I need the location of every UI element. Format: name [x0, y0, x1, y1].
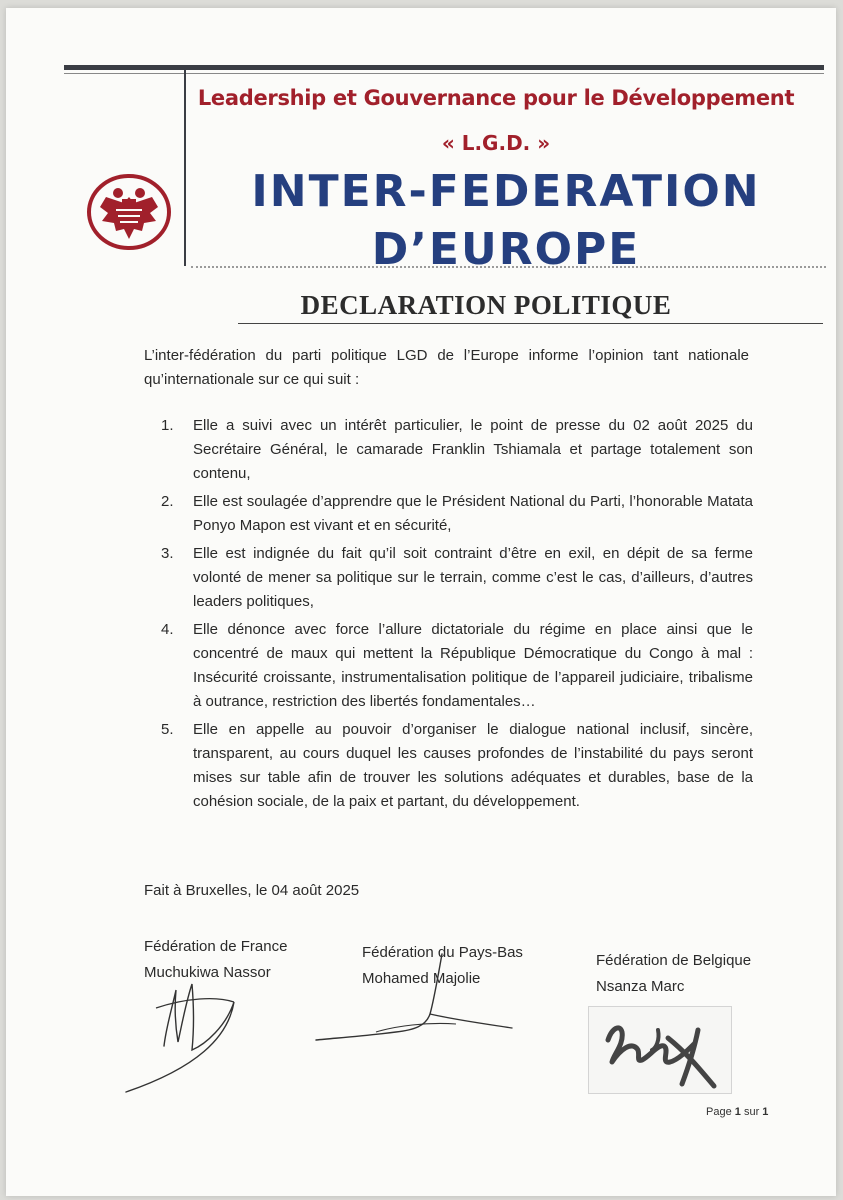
org-title — [196, 163, 816, 279]
list-item-number: 4. — [161, 621, 174, 638]
page-number-prefix: Page — [706, 1106, 732, 1118]
header-vertical-rule — [184, 70, 186, 266]
page-number-current: 1 — [734, 1106, 741, 1118]
signatory-name: Mohamed Majolie — [362, 970, 481, 987]
party-abbreviation: « L.G.D. » — [441, 131, 551, 155]
document-page — [6, 8, 836, 1196]
org-title-line1: INTER-FEDERATION — [251, 166, 761, 217]
org-title-line2: D’EUROPE — [371, 224, 641, 275]
signatory-federation: Fédération de France — [144, 938, 288, 955]
signatory-belgium — [596, 948, 751, 1000]
intro-paragraph: L’inter-fédération du parti politique LGD de l’Europe informe l’opinion tant nationale qu’internationale sur ce qui suit : — [144, 347, 749, 388]
list-item-number: 5. — [161, 721, 174, 738]
party-name: Leadership et Gouvernance pour le Développement — [197, 86, 795, 110]
list-item-text: Elle en appelle au pouvoir d’organiser le dialogue national inclusif, sincère, transparent, au cours duquel les causes profondes de l’instabilité du pays seront mises sur table afin de trouver les solutions adéquates et durables, base de la cohésion sociale, de la paix et partant, du développement. — [193, 721, 753, 810]
header-top-rule — [64, 65, 824, 70]
list-item-number: 2. — [161, 493, 174, 510]
declaration-title-underline — [238, 323, 823, 324]
list-item — [161, 414, 753, 486]
declaration-title: DECLARATION POLITIQUE — [300, 290, 672, 320]
points-list — [161, 414, 753, 818]
list-item-text: Elle dénonce avec force l’allure dictatoriale du régime en place ainsi que le concentré de maux qui mettent la République Démocratique du Congo à mal : Insécurité croissante, instrumentalisation politique de l’appareil judiciaire, tribalisme à outrance, restriction des libertés fondamentales… — [193, 621, 753, 710]
list-item-number: 1. — [161, 417, 174, 434]
list-item — [161, 718, 753, 814]
eagle-emblem-icon — [86, 173, 172, 251]
page-number-total: 1 — [762, 1106, 769, 1118]
list-item — [161, 490, 753, 538]
list-item-text: Elle a suivi avec un intérêt particulier, le point de presse du 02 août 2025 du Secrétaire Général, le camarade Franklin Tshiamala et partage totalement son contenu, — [193, 417, 753, 482]
list-item-text: Elle est soulagée d’apprendre que le Président National du Parti, l’honorable Matata Ponyo Mapon est vivant et en sécurité, — [193, 493, 753, 534]
list-item-number: 3. — [161, 545, 174, 562]
list-item — [161, 542, 753, 614]
page-number-middle: sur — [743, 1106, 760, 1118]
signature-netherlands-icon — [306, 948, 526, 1058]
signatory-federation: Fédération de Belgique — [596, 952, 752, 969]
signature-france-icon — [116, 968, 256, 1098]
header-top-rule-thin — [64, 73, 824, 74]
list-item — [161, 618, 753, 714]
list-item-text: Elle est indignée du fait qu’il soit contraint d’être en exil, en dépit de sa ferme volonté de mener sa politique sur le terrain, comme c’est le cas, d’ailleurs, d’autres leaders politiques, — [193, 545, 753, 610]
signatory-name: Nsanza Marc — [596, 978, 685, 995]
signatory-name: Muchukiwa Nassor — [144, 964, 271, 981]
place-date: Fait à Bruxelles, le 04 août 2025 — [144, 882, 360, 899]
signature-belgium-icon — [598, 1010, 728, 1090]
page-number — [706, 1106, 768, 1118]
signatory-federation: Fédération du Pays-Bas — [362, 944, 523, 961]
